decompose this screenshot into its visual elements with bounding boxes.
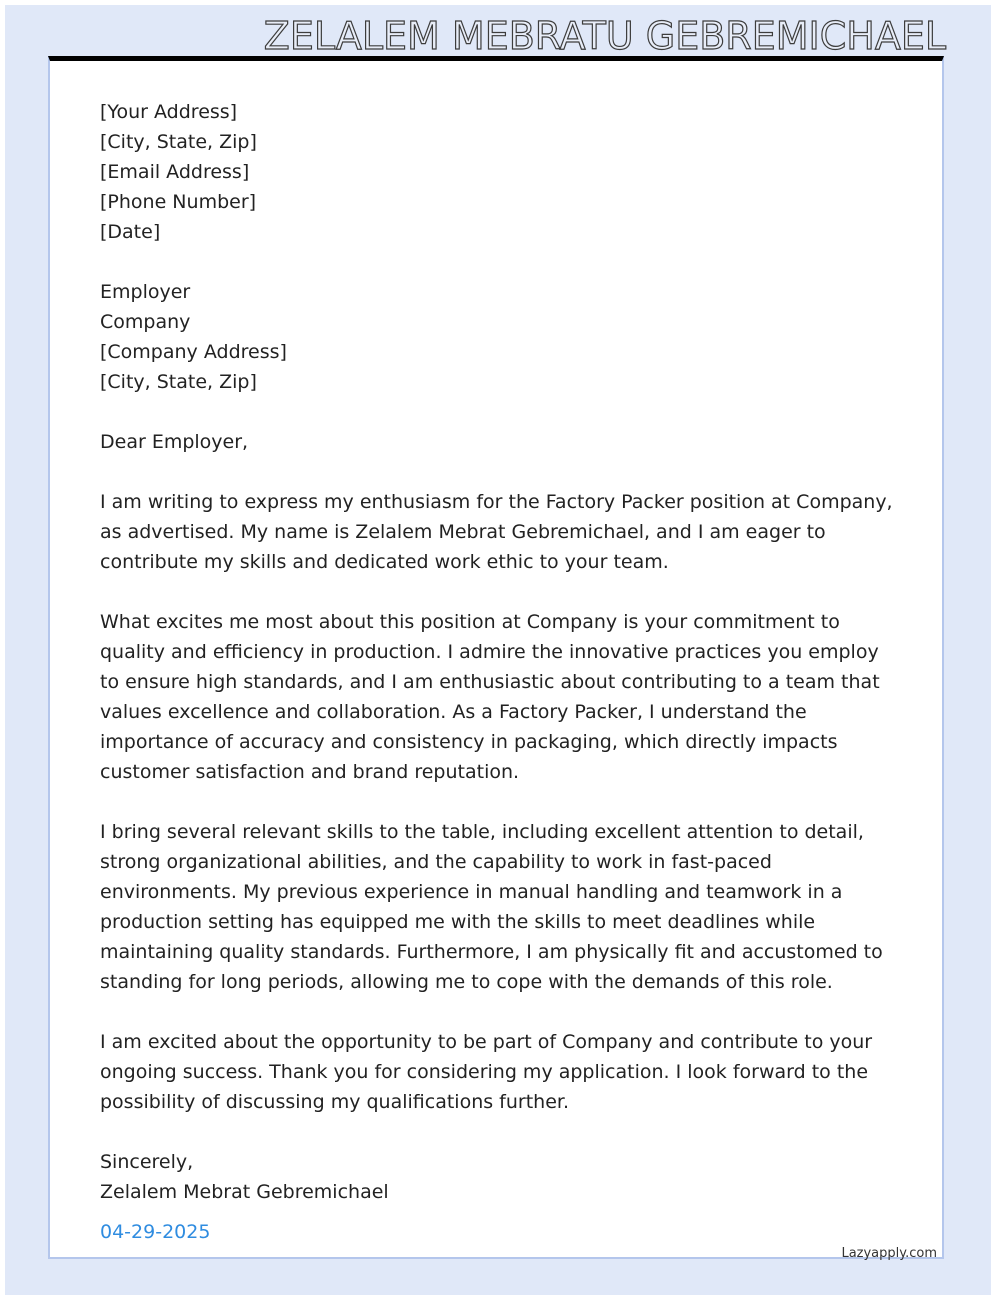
recipient-city-state-zip: [City, State, Zip] [100,371,257,393]
letter-date: 04-29-2025 [100,1221,211,1243]
body-paragraph-4: I am excited about the opportunity to be part of Company and contribute to your ongoing success. Thank you for considering my application. I look forward to the possibility of discussing my qualifications further. [100,1031,873,1113]
body-paragraph-1: I am writing to express my enthusiasm for the Factory Packer position at Company, as advertised. My name is Zelalem Mebrat Gebremichael, and I am eager to contribute my skills and dedicated work ethic to your team. [100,491,893,573]
sender-date: [Date] [100,221,161,243]
signature-name: Zelalem Mebrat Gebremichael [100,1181,389,1203]
recipient-block [100,277,900,397]
spacer [100,247,900,277]
closing: Sincerely, [100,1151,194,1173]
salutation: Dear Employer, [100,431,249,453]
sender-email: [Email Address] [100,161,250,183]
sender-block [100,97,900,247]
applicant-name-heading: ZELALEM MEBRATU GEBREMICHAEL [263,14,946,58]
sender-address: [Your Address] [100,101,238,123]
recipient-name: Employer [100,281,191,303]
body-paragraph-3: I bring several relevant skills to the table, including excellent attention to detail, strong organizational abilities, and the capability to work in fast-paced environments. My previous experience in manual handling and teamwork in a production setting has equipped me with the skills to meet deadlines while maintaining quality standards. Furthermore, I am physically fit and accustomed to standing for long periods, allowing me to cope with the demands of this role. [100,821,883,993]
closing-block [100,1147,900,1207]
recipient-address: [Company Address] [100,341,287,363]
sender-phone: [Phone Number] [100,191,257,213]
letter-body [100,97,900,1207]
brand-watermark: Lazyapply.com [841,1246,937,1261]
body-paragraph-2: What excites me most about this position at Company is your commitment to quality and efficiency in production. I admire the innovative practices you employ to ensure high standards, and I am enthusiastic about contributing to a team that values excellence and collaboration. As a Factory Packer, I understand the importance of accuracy and consistency in packaging, which directly impacts customer satisfaction and brand reputation. [100,611,880,783]
recipient-company: Company [100,311,191,333]
spacer [100,397,900,427]
sender-city-state-zip: [City, State, Zip] [100,131,257,153]
